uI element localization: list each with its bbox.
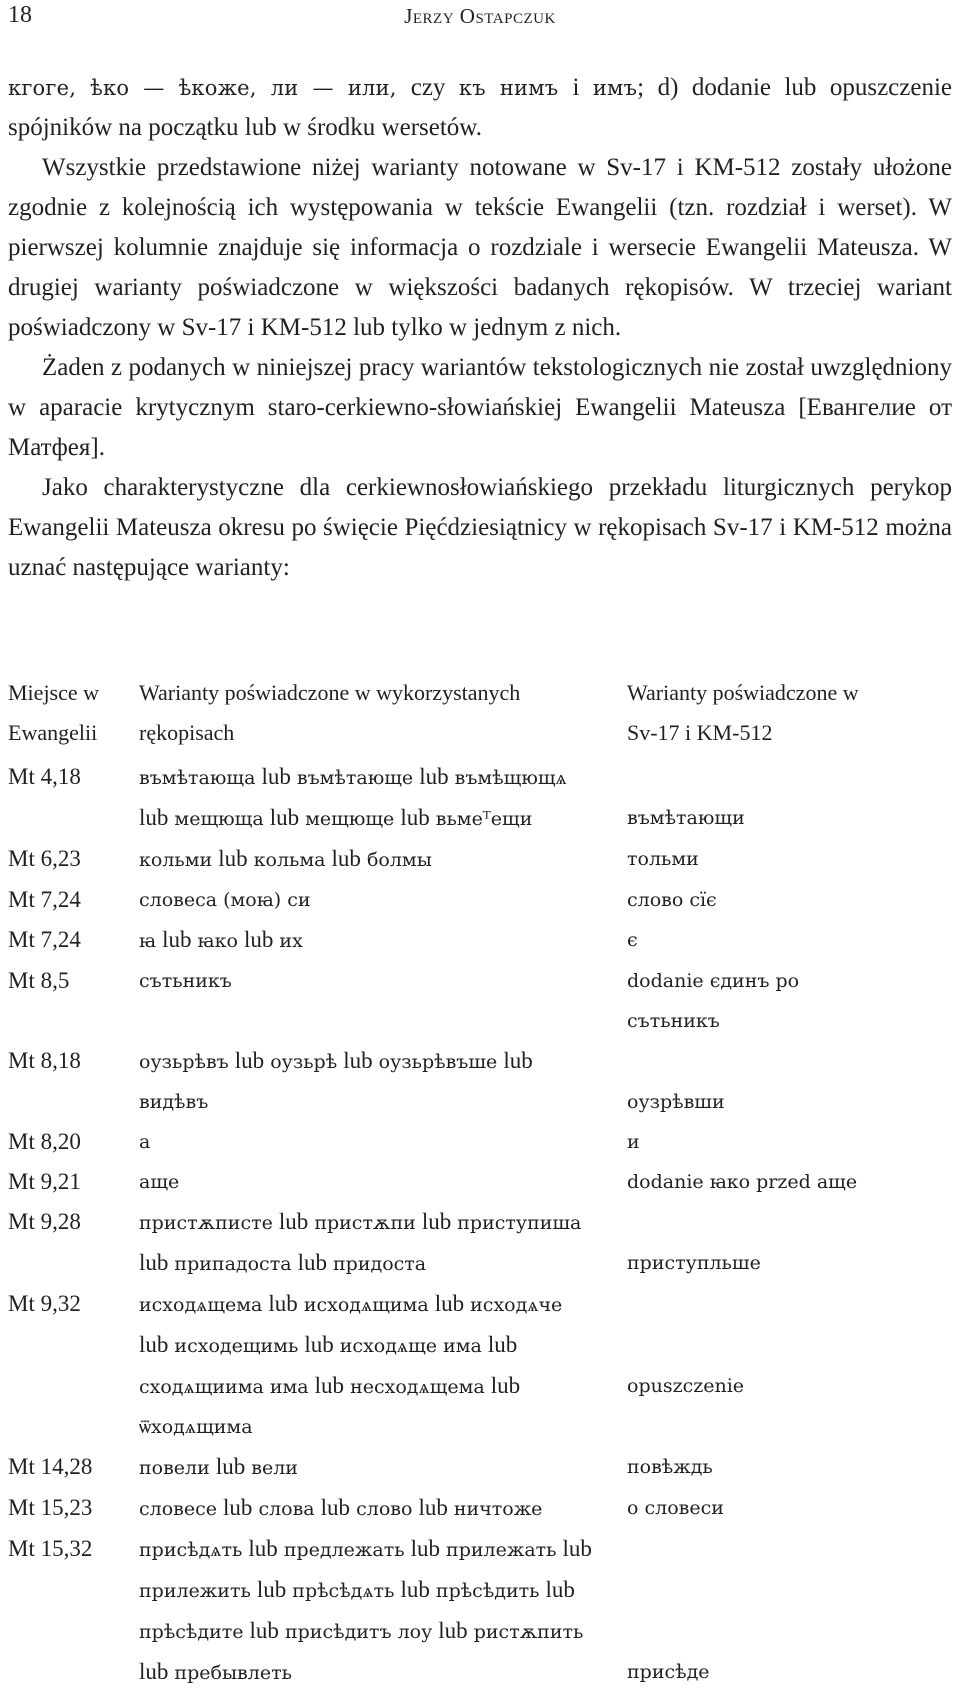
sv17-km512-cell: [627, 1529, 952, 1570]
variant-cell: пристѫписте lub пристѫпи lub приступиша: [139, 1209, 582, 1234]
header-place: Miejsce w Ewangelii: [8, 680, 100, 745]
variant-cell: а: [139, 1131, 151, 1153]
table-row: [8, 1611, 952, 1652]
table-row: [8, 1570, 952, 1611]
table-row: [8, 961, 952, 1001]
table-row: [8, 1001, 952, 1041]
paragraph: [8, 348, 952, 468]
church-slavonic-text: имъ: [592, 76, 638, 100]
table-row: [8, 1162, 952, 1202]
table-row: [8, 757, 952, 798]
running-head: Jerzy Ostapczuk: [404, 4, 556, 28]
variant-cell: lub пребывлеть: [139, 1659, 292, 1684]
page-header: [0, 0, 960, 30]
variant-cell: исходѧщема lub исходѧщима lub исходѧче: [139, 1291, 563, 1316]
table-row: [8, 1488, 952, 1529]
body-text: [8, 68, 952, 588]
place-cell: Mt 9,28: [8, 1209, 81, 1234]
table-row: [8, 1529, 952, 1570]
place-cell: Mt 14,28: [8, 1454, 93, 1479]
sv17-km512-cell: [627, 757, 952, 798]
church-slavonic-text: къ нимъ: [458, 76, 573, 100]
place-cell: Mt 8,5: [8, 968, 70, 993]
variant-cell: ꙗ lub ꙗко lub их: [139, 927, 303, 952]
variant-cell: сътьникъ: [139, 970, 232, 992]
paragraph: [8, 68, 952, 148]
variant-cell: кольми lub кольма lub болмы: [139, 846, 432, 871]
variant-cell: [139, 1001, 627, 1041]
variant-cell: lub исходещимь lub исходѧще има lub: [139, 1332, 518, 1357]
sv17-km512-cell: є: [627, 929, 638, 951]
place-cell: Mt 15,23: [8, 1495, 93, 1520]
variant-cell: словеса (моꙗ) си: [139, 889, 311, 911]
table-row: [8, 1041, 952, 1082]
sv17-km512-cell: оузрѣвши: [627, 1091, 725, 1113]
sv17-km512-cell: [627, 1041, 952, 1082]
table-body: [8, 757, 952, 1693]
sv17-km512-cell: приступльше: [627, 1252, 761, 1274]
place-cell: Mt 4,18: [8, 764, 81, 789]
variant-cell: словесе lub слова lub слово lub ничтоже: [139, 1495, 543, 1520]
place-cell: [8, 1243, 139, 1284]
table-row: [8, 920, 952, 961]
place-cell: [8, 798, 139, 839]
sv17-km512-cell: о словеси: [627, 1497, 724, 1519]
table-row: [8, 1366, 952, 1407]
variant-cell: оузьрѣвъ lub оузьрѣ lub оузьрѣвъше lub: [139, 1048, 533, 1073]
place-cell: [8, 1325, 139, 1366]
paragraph: [8, 468, 952, 588]
variant-table: [8, 673, 952, 1693]
table-row: [8, 839, 952, 880]
variant-cell: ѿходѧщима: [139, 1416, 253, 1438]
sv17-km512-cell: и: [627, 1131, 640, 1153]
place-cell: [8, 1570, 139, 1611]
place-cell: Mt 9,21: [8, 1169, 81, 1194]
table-row: [8, 1652, 952, 1693]
sv17-km512-cell: [627, 1325, 952, 1366]
text-segment: i: [572, 74, 593, 101]
text-segment: ; d) dodanie lub opuszczenie spójników na początku lub w środku wersetów.: [8, 74, 953, 141]
variant-cell: повели lub вели: [139, 1454, 298, 1479]
variant-cell: прѣсѣдите lub присѣдитъ лоу lub ристѫпить: [139, 1618, 584, 1643]
sv17-km512-cell: [627, 1407, 952, 1447]
variant-cell: аще: [139, 1171, 180, 1193]
table-row: [8, 1202, 952, 1243]
place-cell: Mt 9,32: [8, 1291, 81, 1316]
place-cell: [8, 1001, 139, 1041]
sv17-km512-cell: opuszczenie: [627, 1375, 745, 1397]
table-row: [8, 880, 952, 920]
sv17-km512-cell: тольми: [627, 848, 699, 870]
table-row: [8, 798, 952, 839]
text-segment: Żaden z podanych w niniejszej pracy wariantów tekstologicznych nie został uwzględniony w aparacie krytycznym staro-cerkiewno-słowiańskiej Ewangelii Mateusza [Евангелие от Матфея].: [8, 354, 952, 461]
paragraph: [8, 148, 952, 348]
table-row: [8, 1407, 952, 1447]
place-cell: Mt 6,23: [8, 846, 81, 871]
sv17-km512-cell: сътьникъ: [627, 1010, 720, 1032]
header-sv17-km512: Warianty poświadczone w Sv-17 i KM-512: [627, 680, 859, 745]
sv17-km512-cell: слово сїє: [627, 889, 717, 911]
table-row: [8, 1447, 952, 1488]
text-segment: czy: [410, 74, 459, 101]
table-row: [8, 1284, 952, 1325]
place-cell: [8, 1366, 139, 1407]
variant-cell: видѣвъ: [139, 1091, 209, 1113]
sv17-km512-cell: [627, 1202, 952, 1243]
variant-cell: прилежить lub прѣсѣдѧть lub прѣсѣдить lub: [139, 1577, 575, 1602]
sv17-km512-cell: dodanie ꙗко przed аще: [627, 1171, 858, 1193]
page-number: 18: [8, 2, 32, 28]
place-cell: Mt 7,24: [8, 927, 81, 952]
table-row: [8, 1122, 952, 1162]
variant-cell: lub припадоста lub придоста: [139, 1250, 427, 1275]
text-segment: Jako charakterystyczne dla cerkiewnosłowiańskiego przekładu liturgicznych perykop Ewangelii Mateusza okresu po święcie Pięćdziesiątnicy w rękopisach Sv-17 i KM-512 można uznać następujące warianty:: [8, 474, 952, 581]
sv17-km512-cell: [627, 1570, 952, 1611]
place-cell: Mt 8,20: [8, 1129, 81, 1154]
sv17-km512-cell: dodanie єдинъ po: [627, 970, 800, 992]
place-cell: [8, 1611, 139, 1652]
variant-cell: сходѧщиима има lub несходѧщема lub: [139, 1373, 521, 1398]
place-cell: Mt 15,32: [8, 1536, 93, 1561]
place-cell: [8, 1652, 139, 1693]
sv17-km512-cell: присѣде: [627, 1661, 710, 1683]
variant-cell: присѣдѧть lub предлежать lub прилежать lub: [139, 1536, 592, 1561]
text-segment: Wszystkie przedstawione niżej warianty notowane w Sv-17 i KM-512 zostały ułożone zgodnie z kolejnością ich występowania w tekście Ewangelii (tzn. rozdział i werset). W pierwszej kolumnie znajduje się informacja o rozdziale i wersecie Ewangelii Mateusza. W drugiej warianty poświadczone w większości badanych rękopisów. W trzeciej wariant poświadczony w Sv-17 i KM-512 lub tylko w jednym z nich.: [8, 154, 952, 341]
variant-cell: въмѣтающа lub въмѣтающе lub въмѣщющѧ: [139, 764, 567, 789]
sv17-km512-cell: повѣждь: [627, 1456, 713, 1478]
table-row: [8, 1082, 952, 1122]
sv17-km512-cell: [627, 1284, 952, 1325]
table-row: [8, 1325, 952, 1366]
table-row: [8, 1243, 952, 1284]
sv17-km512-cell: [627, 1611, 952, 1652]
sv17-km512-cell: въмѣтающи: [627, 807, 745, 829]
table-header-row: [8, 673, 952, 753]
variant-cell: lub мещюща lub мещюще lub вьмеᵀещи: [139, 805, 533, 830]
place-cell: Mt 7,24: [8, 887, 81, 912]
place-cell: [8, 1407, 139, 1447]
place-cell: Mt 8,18: [8, 1048, 81, 1073]
header-manuscripts: Warianty poświadczone w wykorzystanych rękopisach: [139, 680, 521, 745]
place-cell: [8, 1082, 139, 1122]
church-slavonic-text: кгоге, ѣко — ѣкоже, ли — или,: [8, 76, 411, 100]
